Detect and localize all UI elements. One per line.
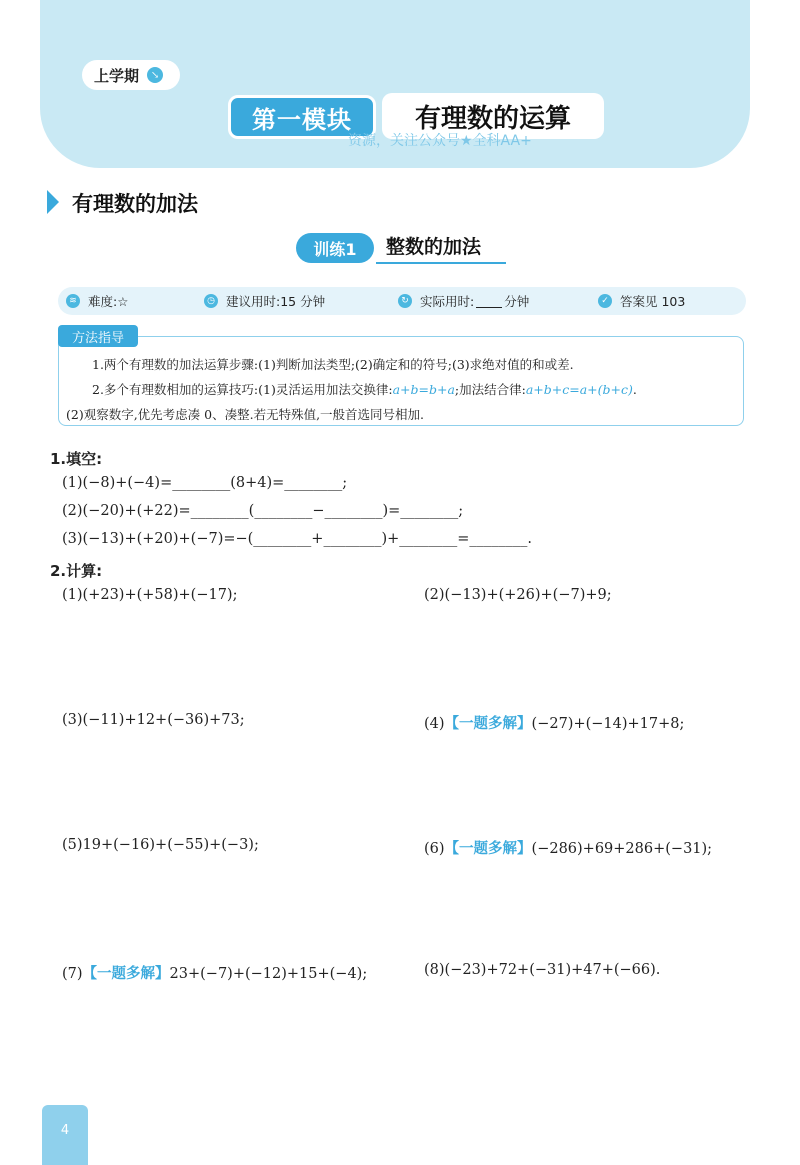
q1-part-2[interactable]: (2)(−20)+(+22)=________(________−________)=________; [62,503,464,519]
q2-part-7-num: (7) [62,966,83,982]
check-icon: ✓ [598,294,612,308]
method-line-2-mid: ;加法结合律: [454,382,526,397]
actual-time-blank[interactable] [476,294,502,308]
section-arrow-icon [47,190,59,214]
associative-formula: a+b+c=a+(b+c) [525,382,633,397]
wifi-icon: ≋ [66,294,80,308]
q2-part-1: (1)(+23)+(+58)+(−17); [62,587,238,603]
method-line-2 [92,380,637,398]
method-line-2-text: 2.多个有理数相加的运算技巧:(1)灵活运用加法交换律: [92,382,393,397]
module-label: 第一模块 [228,95,376,139]
method-line-3: (2)观察数字,优先考虑凑 0、凑整.若无特殊值,一般首选同号相加. [66,407,425,422]
q2-part-2: (2)(−13)+(+26)+(−7)+9; [424,587,612,603]
multi-solution-tag: 【一题多解】 [444,841,532,857]
commutative-formula: a+b=b+a [392,382,455,397]
answer-ref-text: 答案见 103 [620,294,686,309]
question-1-head: 1.填空: [50,450,103,468]
term-label: 上学期 [94,66,140,85]
training-badge: 训练1 [296,233,374,263]
arrow-down-icon: ↘ [147,67,163,83]
q2-part-4 [424,712,684,733]
q1-part-1[interactable]: (1)(−8)+(−4)=________(8+4)=________; [62,475,348,491]
q2-part-7 [62,962,367,983]
info-bar [58,287,746,315]
timer-icon: ↻ [398,294,412,308]
method-line-2-end: . [632,382,637,397]
q2-part-6 [424,837,712,858]
actual-time-item [398,287,529,315]
q2-part-3: (3)(−11)+12+(−36)+73; [62,712,245,728]
alarm-clock-icon: ◷ [204,294,218,308]
q2-part-7-expr: 23+(−7)+(−12)+15+(−4); [169,966,368,982]
q2-part-5: (5)19+(−16)+(−55)+(−3); [62,837,259,853]
actual-time-label: 实际用时: [420,294,475,309]
q2-part-8: (8)(−23)+72+(−31)+47+(−66). [424,962,661,978]
q2-part-6-expr: (−286)+69+286+(−31); [531,841,713,857]
method-guide-tag: 方法指导 [58,325,138,347]
watermark-text: 资源，关注公众号★全科AA+ [348,133,532,149]
q2-part-4-num: (4) [424,716,445,732]
term-badge [82,60,180,90]
answer-ref-item [598,287,685,315]
difficulty-item [66,287,128,315]
training-underline [376,262,506,264]
question-2-head: 2.计算: [50,562,103,580]
difficulty-text: 难度:☆ [88,294,129,309]
module-title: 有理数的运算 [382,93,604,139]
page-number: 4 [42,1105,88,1165]
q2-part-6-num: (6) [424,841,445,857]
suggested-time-item [204,287,325,315]
method-line-1: 1.两个有理数的加法运算步骤:(1)判断加法类型;(2)确定和的符号;(3)求绝对值的和或差. [92,357,574,372]
multi-solution-tag: 【一题多解】 [82,966,170,982]
q1-part-3[interactable]: (3)(−13)+(+20)+(−7)=−(________+________)+________=________. [62,531,533,547]
suggested-time-text: 建议用时:15 分钟 [226,294,326,309]
training-title: 整数的加法 [386,236,482,258]
section-title: 有理数的加法 [72,192,198,216]
multi-solution-tag: 【一题多解】 [444,716,532,732]
q2-part-4-expr: (−27)+(−14)+17+8; [531,716,685,732]
actual-time-unit: 分钟 [504,294,530,309]
